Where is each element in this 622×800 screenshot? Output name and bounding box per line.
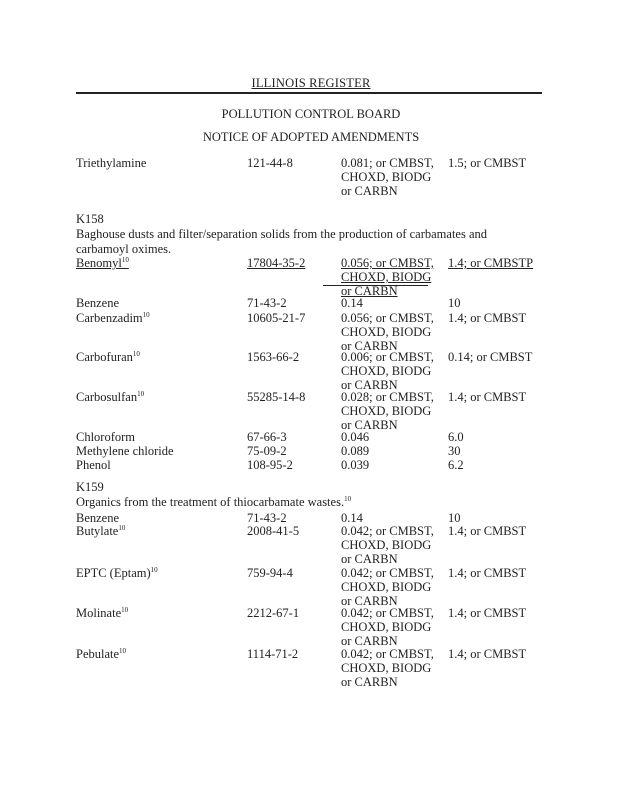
board-title: POLLUTION CONTROL BOARD — [221, 107, 401, 121]
substance-name — [76, 311, 150, 325]
wastewater-standard — [341, 350, 434, 392]
waste-code: K159 — [76, 480, 104, 494]
footnote-ref: 10 — [344, 494, 352, 503]
ww-line: or CARBN — [341, 594, 398, 608]
cas-number: 71-43-2 — [247, 296, 287, 310]
ww-line: CHOXD, BIODG — [341, 580, 432, 594]
substance-name: Triethylamine — [76, 156, 147, 170]
nonwastewater-standard: 6.2 — [448, 458, 464, 472]
waste-code: K158 — [76, 212, 104, 226]
cas-number: 108-95-2 — [247, 458, 293, 472]
name-text: Carbosulfan — [76, 390, 138, 404]
ww-line: CHOXD, BIODG — [341, 364, 432, 378]
name-text: Pebulate — [76, 647, 120, 661]
cas-number: 55285-14-8 — [247, 390, 306, 404]
nonwastewater-standard: 10 — [448, 296, 461, 310]
cas-number: 759-94-4 — [247, 566, 293, 580]
wastewater-standard: 0.14 — [341, 296, 363, 310]
substance-name — [76, 256, 129, 270]
ww-line: or CARBN — [341, 675, 398, 689]
header-rule — [76, 92, 542, 94]
ww-line: 0.006; or CMBST, — [341, 350, 434, 364]
nonwastewater-standard: 1.4; or CMBST — [448, 606, 527, 620]
ww-line: 0.028; or CMBST, — [341, 390, 434, 404]
cas-number: 121-44-8 — [247, 156, 293, 170]
cas-number: 2212-67-1 — [247, 606, 300, 620]
nonwastewater-standard: 1.4; or CMBSTP — [448, 256, 534, 270]
waste-description — [76, 495, 351, 509]
cas-number: 67-66-3 — [247, 430, 287, 444]
ww-line: 0.056; or CMBST, — [341, 256, 434, 270]
nonwastewater-standard: 1.4; or CMBST — [448, 647, 527, 661]
ww-line: CHOXD, BIODG — [341, 620, 432, 634]
ww-line: CHOXD, BIODG — [341, 325, 432, 339]
wastewater-standard — [341, 256, 434, 298]
footnote-ref: 10 — [119, 646, 127, 655]
ww-line: or CARBN — [341, 418, 398, 432]
nonwastewater-standard: 1.5; or CMBST — [448, 156, 527, 170]
ww-line: or CARBN — [341, 552, 398, 566]
ww-line: CHOXD, BIODG — [341, 170, 432, 184]
footnote-ref: 10 — [121, 605, 129, 614]
nonwastewater-standard: 1.4; or CMBST — [448, 566, 527, 580]
substance-name: Benzene — [76, 296, 120, 310]
ww-line: 0.042; or CMBST, — [341, 606, 434, 620]
footnote-ref: 10 — [132, 349, 140, 358]
wastewater-standard — [341, 647, 434, 689]
substance-name — [76, 524, 125, 538]
footnote-ref: 10 — [121, 255, 129, 264]
nonwastewater-standard: 10 — [448, 511, 461, 525]
ww-line: CHOXD, BIODG — [341, 404, 432, 418]
cas-number: 10605-21-7 — [247, 311, 306, 325]
substance-name: Chloroform — [76, 430, 136, 444]
substance-name: Methylene chloride — [76, 444, 174, 458]
register-title: ILLINOIS REGISTER — [251, 76, 371, 90]
wastewater-standard: 0.14 — [341, 511, 363, 525]
wastewater-standard — [341, 390, 434, 432]
ww-line: CHOXD, BIODG — [341, 538, 432, 552]
footnote-ref: 10 — [142, 310, 150, 319]
nonwastewater-standard: 30 — [448, 444, 461, 458]
wastewater-standard: 0.089 — [341, 444, 370, 458]
wastewater-standard — [341, 566, 434, 608]
name-text: Butylate — [76, 524, 119, 538]
substance-name — [76, 566, 158, 580]
ww-line: 0.042; or CMBST, — [341, 647, 434, 661]
cas-number: 2008-41-5 — [247, 524, 300, 538]
ww-line: 0.056; or CMBST, — [341, 311, 434, 325]
ww-line: 0.042; or CMBST, — [341, 524, 434, 538]
description-text: Organics from the treatment of thiocarbamate wastes. — [76, 495, 345, 509]
name-text: Benomyl — [76, 256, 122, 270]
ww-line: or CARBN — [341, 339, 398, 353]
ww-line: or CARBN — [341, 284, 398, 298]
wastewater-standard: 0.039 — [341, 458, 370, 472]
nonwastewater-standard: 6.0 — [448, 430, 464, 444]
nonwastewater-standard: 0.14; or CMBST — [448, 350, 533, 364]
substance-name — [76, 390, 144, 404]
substance-name: Benzene — [76, 511, 120, 525]
wastewater-standard: 0.046 — [341, 430, 370, 444]
footnote-ref: 10 — [118, 523, 126, 532]
footnote-ref: 10 — [150, 565, 158, 574]
cas-number: 75-09-2 — [247, 444, 287, 458]
ww-line: CHOXD, BIODG — [341, 270, 432, 284]
cas-number: 1114-71-2 — [247, 647, 299, 661]
ww-rule-line — [323, 285, 428, 286]
ww-line: CHOXD, BIODG — [341, 661, 432, 675]
substance-name: Phenol — [76, 458, 111, 472]
wastewater-standard — [341, 524, 434, 566]
cas-number: 17804-35-2 — [247, 256, 306, 270]
name-text: Molinate — [76, 606, 122, 620]
ww-line: or CARBN — [341, 634, 398, 648]
substance-name — [76, 606, 128, 620]
ww-line: 0.042; or CMBST, — [341, 566, 434, 580]
name-text: Carbenzadim — [76, 311, 143, 325]
footnote-ref: 10 — [137, 389, 145, 398]
nonwastewater-standard: 1.4; or CMBST — [448, 390, 527, 404]
name-text: Carbofuran — [76, 350, 133, 364]
nonwastewater-standard: 1.4; or CMBST — [448, 524, 527, 538]
ww-line: 0.081; or CMBST, — [341, 156, 434, 170]
cas-number: 71-43-2 — [247, 511, 287, 525]
waste-description: Baghouse dusts and filter/separation solids from the production of carbamates and carbamoyl oximes. — [76, 227, 488, 256]
notice-title: NOTICE OF ADOPTED AMENDMENTS — [202, 130, 420, 144]
wastewater-standard — [341, 311, 434, 353]
name-text: EPTC (Eptam) — [76, 566, 151, 580]
ww-line: or CARBN — [341, 378, 398, 392]
nonwastewater-standard: 1.4; or CMBST — [448, 311, 527, 325]
substance-name — [76, 350, 140, 364]
cas-number: 1563-66-2 — [247, 350, 300, 364]
ww-line: or CARBN — [341, 184, 398, 198]
wastewater-standard — [341, 156, 434, 198]
wastewater-standard — [341, 606, 434, 648]
substance-name — [76, 647, 126, 661]
